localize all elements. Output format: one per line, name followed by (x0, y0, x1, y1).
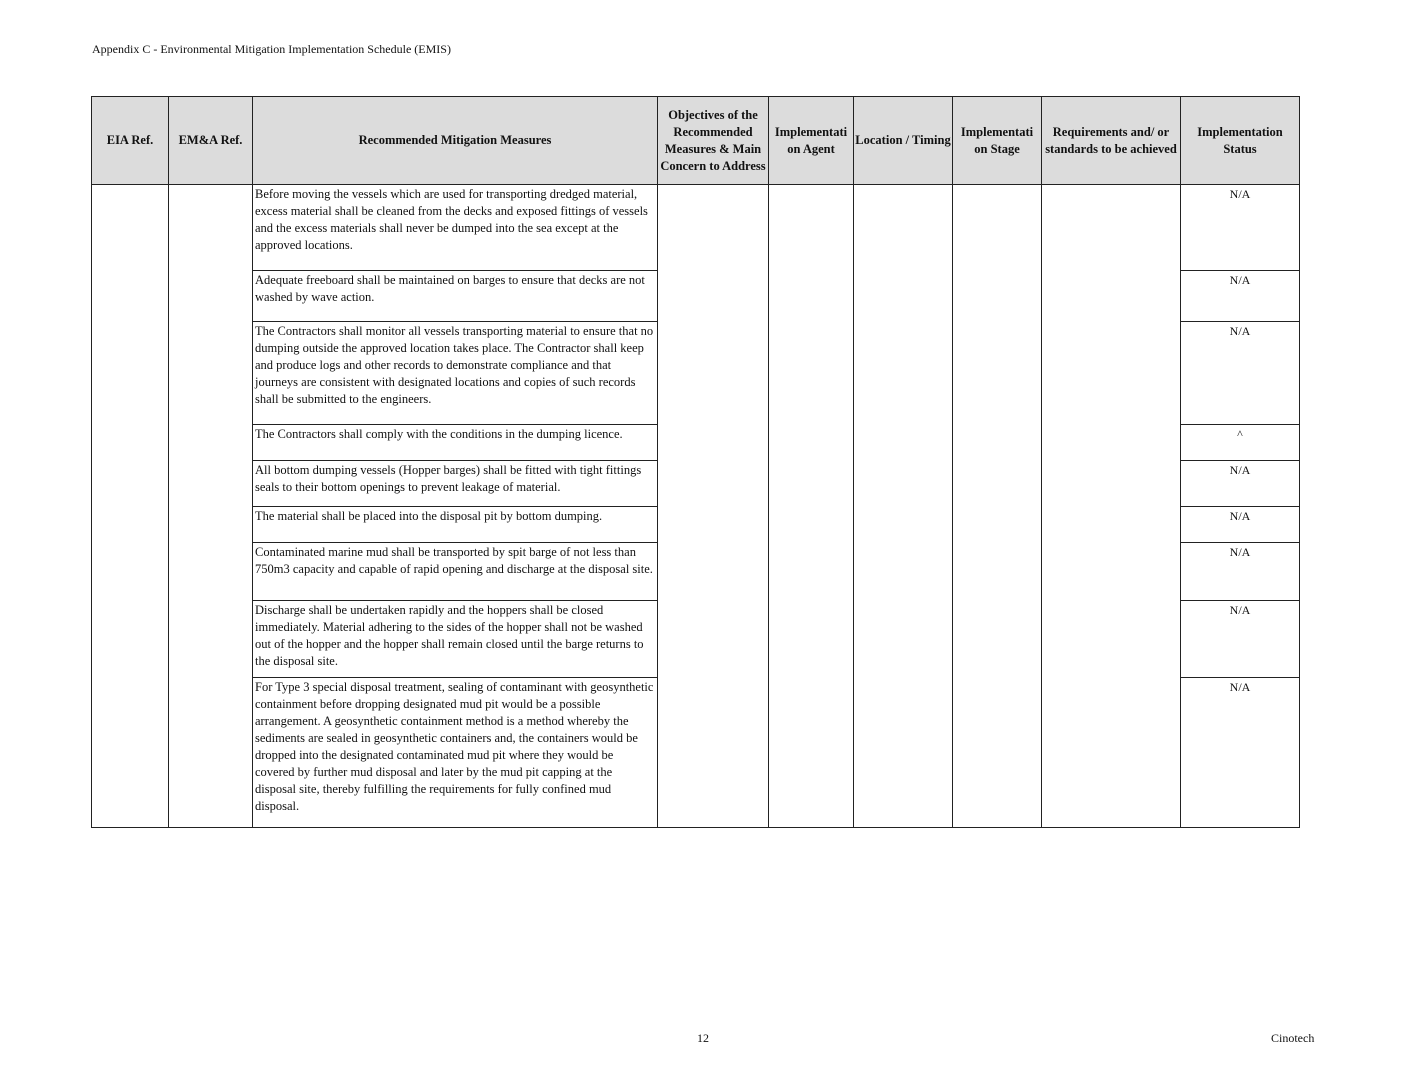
measure-cell: The Contractors shall monitor all vessels transporting material to ensure that no dumping outside the approved location takes place. The Contractor shall keep and produce logs and other records to demonstrate compliance and that journeys are consistent with designated locations and copies of such records shall be submitted to the engineers. (253, 322, 658, 425)
col-header-implementation-agent: Implementati on Agent (769, 97, 854, 185)
status-cell: N/A (1181, 461, 1300, 507)
page-number: 12 (697, 1031, 709, 1045)
measure-cell: The Contractors shall comply with the conditions in the dumping licence. (253, 425, 658, 461)
ema-ref-cell (169, 185, 253, 828)
status-cell: N/A (1181, 678, 1300, 828)
status-cell: N/A (1181, 322, 1300, 425)
page-header: Appendix C - Environmental Mitigation Implementation Schedule (EMIS) (92, 42, 451, 56)
col-header-ema-ref: EM&A Ref. (169, 97, 253, 185)
requirements-cell (1042, 185, 1181, 828)
status-cell: N/A (1181, 507, 1300, 543)
col-header-eia-ref: EIA Ref. (92, 97, 169, 185)
status-cell: N/A (1181, 543, 1300, 601)
col-header-mitigation-measures: Recommended Mitigation Measures (253, 97, 658, 185)
table-row (92, 185, 1300, 271)
measure-cell: For Type 3 special disposal treatment, sealing of contaminant with geosynthetic containment before dropping designated mud pit would be a possible arrangement. A geosynthetic containment method is a method whereby the sediments are sealed in geosynthetic containers and, the containers would be dropped into the designated contaminated mud pit where they would be covered by further mud disposal and later by the mud pit capping at the disposal site, thereby fulfilling the requirements for fully confined mud disposal. (253, 678, 658, 828)
eia-ref-cell (92, 185, 169, 828)
col-header-location-timing: Location / Timing (854, 97, 953, 185)
measure-cell: All bottom dumping vessels (Hopper barges) shall be fitted with tight fittings seals to their bottom openings to prevent leakage of material. (253, 461, 658, 507)
objectives-cell (658, 185, 769, 828)
table-header-row (92, 97, 1300, 185)
measure-cell: The material shall be placed into the disposal pit by bottom dumping. (253, 507, 658, 543)
status-cell: ^ (1181, 425, 1300, 461)
col-header-objectives: Objectives of the Recommended Measures & Main Concern to Address (658, 97, 769, 185)
col-header-implementation-stage: Implementati on Stage (953, 97, 1042, 185)
status-cell: N/A (1181, 271, 1300, 322)
status-cell: N/A (1181, 185, 1300, 271)
location-timing-cell (854, 185, 953, 828)
measure-cell: Before moving the vessels which are used for transporting dredged material, excess material shall be cleaned from the decks and exposed fittings of vessels and the excess materials shall never be dumped into the sea except at the approved locations. (253, 185, 658, 271)
status-cell: N/A (1181, 601, 1300, 678)
footer-company: Cinotech (1271, 1031, 1315, 1045)
emis-table (91, 96, 1300, 828)
measure-cell: Adequate freeboard shall be maintained on barges to ensure that decks are not washed by wave action. (253, 271, 658, 322)
col-header-implementation-status: Implementation Status (1181, 97, 1300, 185)
implementation-agent-cell (769, 185, 854, 828)
measure-cell: Contaminated marine mud shall be transported by spit barge of not less than 750m3 capacity and capable of rapid opening and discharge at the disposal site. (253, 543, 658, 601)
col-header-requirements: Requirements and/ or standards to be achieved (1042, 97, 1181, 185)
implementation-stage-cell (953, 185, 1042, 828)
measure-cell: Discharge shall be undertaken rapidly and the hoppers shall be closed immediately. Material adhering to the sides of the hopper shall not be washed out of the hopper and the hopper shall remain closed until the barge returns to the disposal site. (253, 601, 658, 678)
